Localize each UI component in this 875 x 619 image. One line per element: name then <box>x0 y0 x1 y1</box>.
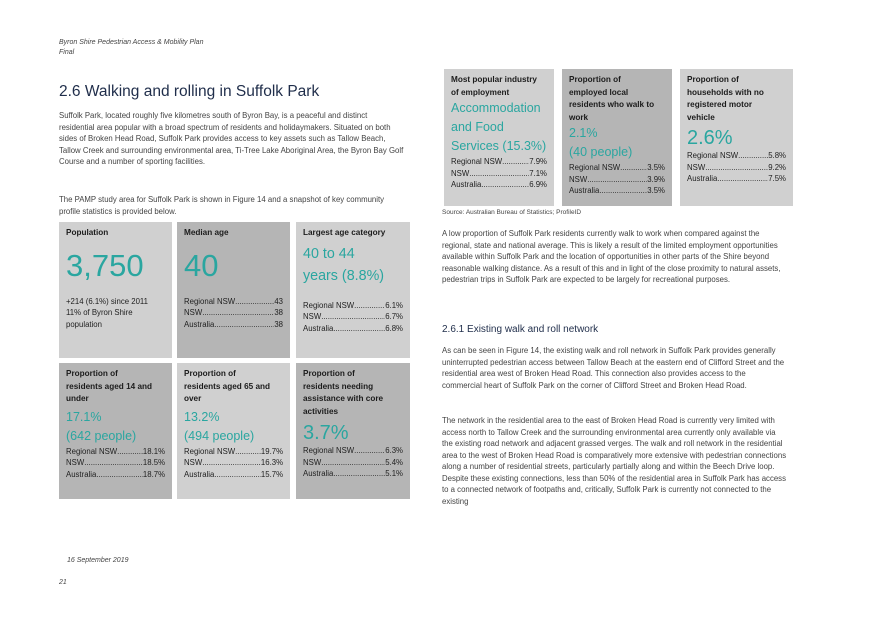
stat-row: Regional NSW ..... 7.9% <box>451 156 547 168</box>
stat-row: Australia ..... 5.1% <box>303 468 403 480</box>
card-value-line1: 40 to 44 <box>303 245 355 262</box>
card-label: Proportion of <box>569 75 621 84</box>
card-label: Proportion of <box>303 369 355 378</box>
median-age-card <box>177 222 290 358</box>
stat-row: Australia ..... 6.9% <box>451 179 547 191</box>
card-label: Proportion of <box>66 369 118 378</box>
network-paragraph-2: The network in the residential area to the east of Broken Head Road is currently very limited with access north to Tallow Creek and the surrounding environmental area currently only available via the existing road network and adjacent grassed verges. The walk and roll network in the residential area to the west of Broken Head Road is comparatively more extensive with pedestrian connections along a number of residential streets, particularly partially along and within the Beech Drive loop. Despite these existing connections, less than 50% of the residential area in Suffolk Park has access to a connected network of footpaths and, critically, Suffolk Park is currently not connected to the existing <box>442 416 787 506</box>
intro-paragraph: Suffolk Park, located roughly five kilometres south of Byron Bay, is a peaceful and distinct residential area popular with a broad spectrum of residents and holidaymakers. Situated on both sides of Broken Head Road, Suffolk Park provides access to key assets such as Tallow Beach, Tallow Creek and surrounding environmental area, Ti-Tree Lake Aboriginal Area, the Byron Bay Golf Course and a number of sporting facilities. <box>59 111 404 166</box>
walk-to-work-paragraph: A low proportion of Suffolk Park residents currently walk to work when compared against the regional, state and national average. This is likely a result of the limited employment opportunities available within Suffolk Park and the location of opportunities in other parts of the Shire beyond reasonable walking distance. As a result of this and in light of the close proximity to natural assets, pedestrian trips in Suffolk Park are expected to be largely for recreational purposes. <box>442 229 781 284</box>
stat-row: NSW ..... 16.3% <box>184 457 283 469</box>
card-label: activities <box>303 406 339 416</box>
pamp-paragraph: The PAMP study area for Suffolk Park is shown in Figure 14 and a snapshot of key community profile statistics is provided below. <box>59 195 385 216</box>
card-value: 3.7% <box>303 422 349 444</box>
card-value-line2: years (8.8%) <box>303 267 385 284</box>
industry-card <box>444 69 554 206</box>
source-note: Source: Australian Bureau of Statistics; ProfileID <box>442 209 582 216</box>
card-label: of employment <box>451 87 510 97</box>
header-title: Byron Shire Pedestrian Access & Mobility Plan <box>59 39 204 46</box>
card-value-line2: (494 people) <box>184 428 255 443</box>
card-label: vehicle <box>687 112 715 122</box>
stat-row: NSW ..... 3.9% <box>569 174 665 186</box>
population-card <box>59 222 172 358</box>
card-label: Largest age category <box>303 228 386 237</box>
core-assistance-card <box>296 363 410 499</box>
stat-row: NSW ..... 9.2% <box>687 162 786 174</box>
card-label: over <box>184 394 202 403</box>
card-value-line1: 13.2% <box>184 409 220 424</box>
footer-date: 16 September 2019 <box>67 557 129 564</box>
card-value-line1: Accommodation <box>451 101 541 115</box>
card-label: under <box>66 394 89 403</box>
card-label: residents aged 14 and <box>66 381 153 391</box>
card-value: 3,750 <box>66 247 144 283</box>
stat-row: Regional NSW ..... 18.1% <box>66 446 165 458</box>
card-value-line1: 2.1% <box>569 126 598 140</box>
card-label: households with no <box>687 87 764 97</box>
walk-to-work-card <box>562 69 672 206</box>
population-change: +214 (6.1%) since 2011 <box>66 296 148 306</box>
stat-row: NSW ..... 6.7% <box>303 311 403 323</box>
stat-row: Australia ..... 18.7% <box>66 469 165 481</box>
stat-row: Australia ..... 6.8% <box>303 323 403 335</box>
card-label: residents needing <box>303 381 374 391</box>
population-share: 11% of Byron Shire <box>66 308 133 317</box>
stat-row: Regional NSW ..... 5.8% <box>687 150 786 162</box>
population-share-cont: population <box>66 319 102 329</box>
card-value-line3: Services (15.3%) <box>451 139 547 153</box>
card-value: 2.6% <box>687 127 733 149</box>
stat-row: NSW ..... 18.5% <box>66 457 165 469</box>
stat-row: NSW ..... 7.1% <box>451 168 547 180</box>
card-value-line2: (40 people) <box>569 145 633 159</box>
card-label: Proportion of <box>687 75 739 84</box>
card-label: Most popular industry <box>451 75 537 84</box>
card-label: employed local <box>569 87 629 97</box>
section-title: 2.6 Walking and rolling in Suffolk Park <box>59 83 320 100</box>
stat-row: Australia ..... 7.5% <box>687 173 786 185</box>
card-label: Population <box>66 228 109 237</box>
stat-row: Australia ..... 38 <box>184 319 283 331</box>
largest-age-card <box>296 222 410 358</box>
aged-14-under-card <box>59 363 172 499</box>
stat-row: Regional NSW ..... 3.5% <box>569 162 665 174</box>
card-label: work <box>569 112 589 122</box>
no-vehicle-card <box>680 69 793 206</box>
page-number: 21 <box>59 579 67 586</box>
stat-row: Regional NSW ..... 19.7% <box>184 446 283 458</box>
document-header <box>59 38 203 58</box>
stat-row: Australia ..... 15.7% <box>184 469 283 481</box>
aged-65-over-card <box>177 363 290 499</box>
card-label: registered motor <box>687 100 753 109</box>
stat-row: Regional NSW ..... 43 <box>184 296 283 308</box>
card-value-line2: and Food <box>451 120 504 134</box>
card-label: residents aged 65 and <box>184 381 271 391</box>
card-label: Proportion of <box>184 369 236 378</box>
card-label: assistance with core <box>303 394 384 403</box>
card-value-line1: 17.1% <box>66 409 102 424</box>
card-value-line2: (642 people) <box>66 428 137 443</box>
stat-row: Regional NSW ..... 6.1% <box>303 300 403 312</box>
subsection-heading: 2.6.1 Existing walk and roll network <box>442 324 599 335</box>
stat-row: NSW ..... 38 <box>184 307 283 319</box>
header-status: Final <box>59 49 75 56</box>
card-value: 40 <box>184 247 219 283</box>
stat-row: Regional NSW ..... 6.3% <box>303 445 403 457</box>
network-paragraph-1: As can be seen in Figure 14, the existing walk and roll network in Suffolk Park provides generally uninterrupted pedestrian access between Tallow Beach at the eastern end of Clifford Street and the residential area west of Broken Head Road. This connection also provides access to the commercial heart of Suffolk Park on the corner of Clifford Street and Broken Head Road. <box>442 346 785 390</box>
card-label: residents who walk to <box>569 100 655 109</box>
stat-row: NSW ..... 5.4% <box>303 457 403 469</box>
card-label: Median age <box>184 228 229 237</box>
stat-row: Australia ..... 3.5% <box>569 185 665 197</box>
